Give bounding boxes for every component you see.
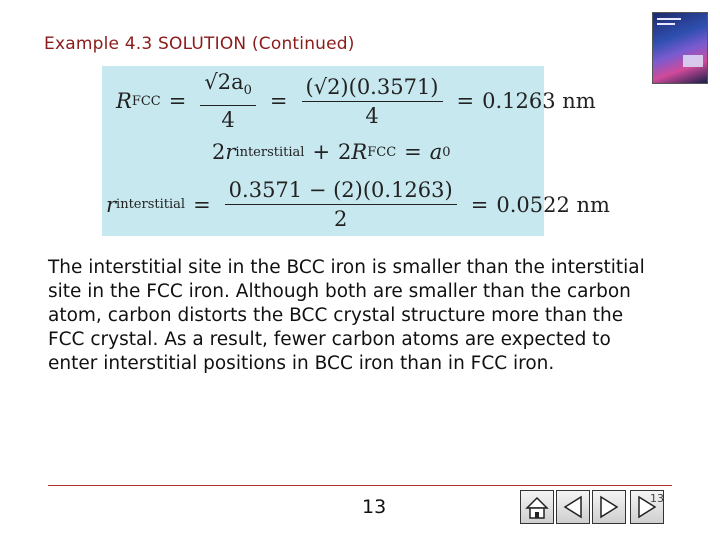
eq2-term2-coef: 2 — [338, 140, 352, 164]
next-arrow-icon — [593, 491, 625, 523]
eq1-frac1-den: 4 — [221, 108, 235, 133]
eq1-result: 0.1263 nm — [482, 89, 596, 114]
prev-button[interactable] — [556, 490, 590, 524]
next-button[interactable] — [592, 490, 626, 524]
equation-r-interstitial — [106, 178, 610, 231]
eq1-frac2-den: 4 — [365, 103, 379, 128]
prev-arrow-icon — [557, 491, 589, 523]
eq3-equals-1: = — [193, 192, 211, 217]
eq3-equals-2: = — [470, 192, 489, 217]
eq1-equals-3: = — [456, 89, 475, 114]
eq1-fraction-1 — [200, 70, 256, 132]
eq2-term1-coef: 2 — [212, 140, 226, 164]
book-cover-icon — [652, 12, 708, 84]
eq3-result: 0.0522 nm — [496, 192, 610, 217]
home-button[interactable] — [520, 490, 554, 524]
eq2-term1-var: r — [225, 140, 236, 164]
eq2-equals: = — [404, 140, 422, 164]
footer-divider — [48, 485, 672, 486]
eq1-fraction-2 — [302, 75, 443, 128]
equation-panel — [102, 66, 610, 236]
body-paragraph: The interstitial site in the BCC iron is smaller than the interstitial site in the FCC iron. Although both are smaller than the carbon atom, carbon distorts the BCC crystal structure more than the FCC crystal. As a result, fewer carbon atoms are expected to enter interstitial positions in BCC iron than in FCC iron. — [48, 257, 645, 374]
eq3-frac-num: 0.3571 − (2)(0.1263) — [225, 178, 457, 205]
eq2-plus: + — [312, 140, 331, 164]
eq2-term2-var: R — [351, 140, 368, 164]
eq3-lhs-var: r — [106, 192, 117, 217]
eq2-rhs-var: a — [429, 140, 443, 164]
eq2-term1-sub: interstitial — [235, 144, 305, 160]
eq3-fraction — [225, 178, 457, 231]
eq3-frac-den: 2 — [334, 207, 348, 231]
equation-r-fcc — [116, 70, 596, 132]
eq2-term2-sub: FCC — [367, 144, 397, 160]
page-number: 13 — [362, 496, 387, 518]
eq1-lhs-var: R — [116, 89, 132, 114]
eq1-frac2-num: (√2)(0.3571) — [302, 75, 443, 102]
equation-sum — [212, 140, 451, 164]
eq1-equals-1: = — [168, 89, 187, 114]
corner-page-number: 13 — [650, 492, 664, 505]
eq1-lhs-sub: FCC — [131, 93, 161, 109]
eq2-rhs-sub: 0 — [442, 144, 451, 160]
slide-title: Example 4.3 SOLUTION (Continued) — [44, 34, 355, 54]
eq1-frac1-num-sub: 0 — [243, 83, 252, 99]
eq3-lhs-sub: interstitial — [116, 197, 186, 212]
home-icon — [521, 491, 553, 523]
eq1-frac1-num: √2a — [204, 70, 244, 94]
eq1-equals-2: = — [269, 89, 288, 114]
